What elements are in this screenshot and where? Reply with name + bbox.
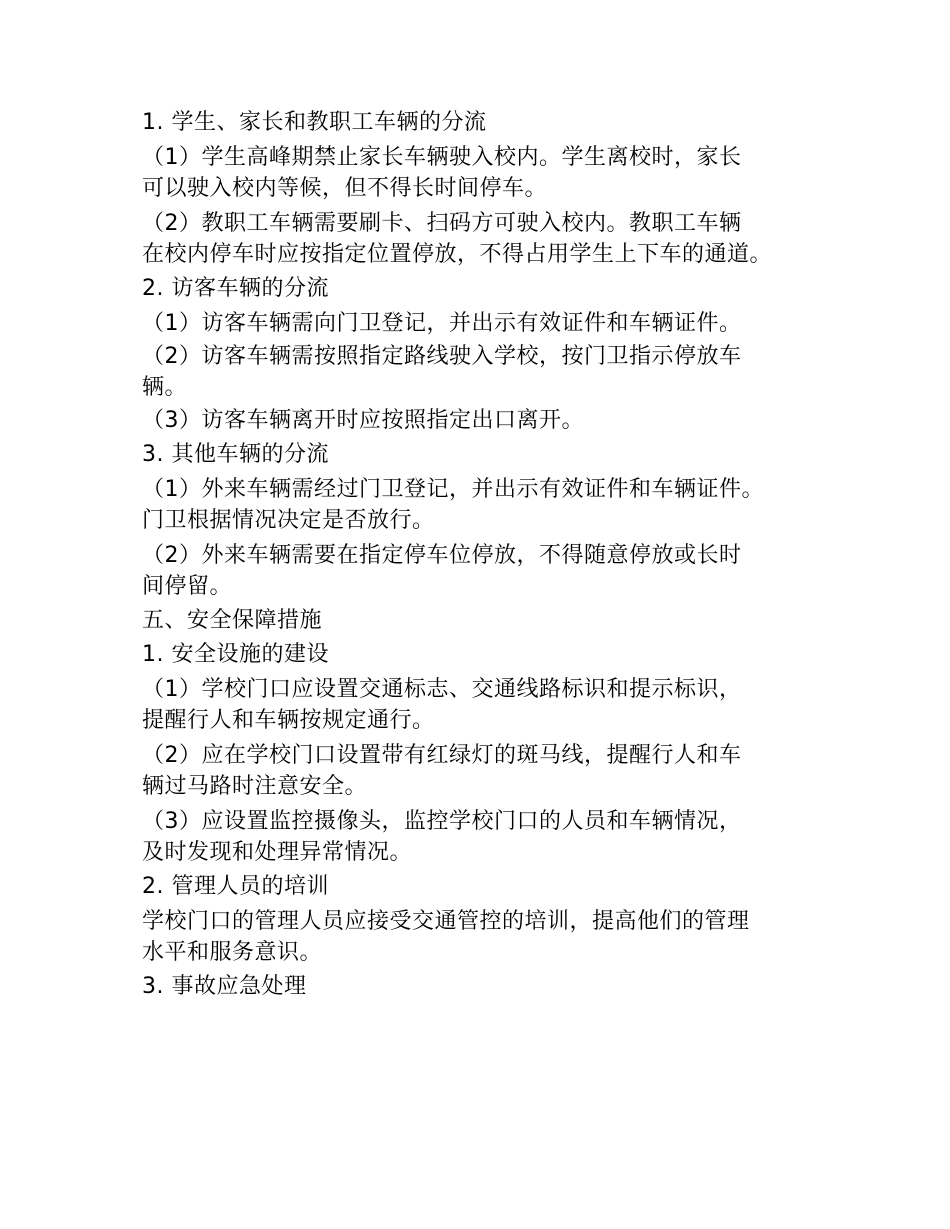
text-line: （1）学生高峰期禁止家长车辆驶入校内。学生离校时，家长 — [142, 145, 742, 170]
text-line: （1）外来车辆需经过门卫登记，并出示有效证件和车辆证件。 — [142, 477, 764, 502]
text-line: （3）访客车辆离开时应按照指定出口离开。 — [142, 408, 584, 433]
text-line: 在校内停车时应按指定位置停放，不得占用学生上下车的通道。 — [142, 242, 773, 267]
text-line: 学校门口的管理人员应接受交通管控的培训，提高他们的管理 — [142, 909, 750, 934]
text-line: 3. 事故应急处理 — [142, 974, 307, 999]
text-line: 辆。 — [142, 375, 188, 400]
section-heading — [142, 273, 832, 304]
text-line: （2）应在学校门口设置带有红绿灯的斑马线，提醒行人和车 — [142, 743, 742, 768]
text-line: 2. 管理人员的培训 — [142, 874, 329, 899]
section-heading — [142, 971, 832, 1002]
text-line: 间停留。 — [142, 574, 233, 599]
paragraph — [142, 208, 832, 270]
text-line: 提醒行人和车辆按规定通行。 — [142, 708, 435, 733]
text-line: 3. 其他车辆的分流 — [142, 442, 329, 467]
section-heading — [142, 107, 832, 138]
text-line: （1）访客车辆需向门卫登记，并出示有效证件和车辆证件。 — [142, 311, 742, 336]
text-line: （2）教职工车辆需要刷卡、扫码方可驶入校内。教职工车辆 — [142, 211, 742, 236]
text-line: 1. 安全设施的建设 — [142, 642, 329, 667]
paragraph — [142, 806, 832, 868]
text-line: 水平和服务意识。 — [142, 940, 323, 965]
paragraph — [142, 740, 832, 802]
section-heading — [142, 605, 832, 636]
paragraph — [142, 540, 832, 602]
paragraph — [142, 405, 832, 436]
paragraph — [142, 906, 832, 968]
paragraph — [142, 142, 832, 204]
text-line: 五、安全保障措施 — [142, 608, 323, 633]
section-heading — [142, 639, 832, 670]
paragraph — [142, 308, 832, 339]
text-line: 2. 访客车辆的分流 — [142, 276, 329, 301]
section-heading — [142, 871, 832, 902]
section-heading — [142, 439, 832, 470]
text-line: （2）访客车辆需按照指定路线驶入学校，按门卫指示停放车 — [142, 344, 742, 369]
text-line: 辆过马路时注意安全。 — [142, 774, 368, 799]
text-line: 及时发现和处理异常情况。 — [142, 840, 413, 865]
text-line: 可以驶入校内等候，但不得长时间停车。 — [142, 176, 548, 201]
text-line: 1. 学生、家长和教职工车辆的分流 — [142, 110, 487, 135]
text-line: （3）应设置监控摄像头，监控学校门口的人员和车辆情况， — [142, 809, 742, 834]
document-body — [142, 104, 832, 1002]
text-line: （2）外来车辆需要在指定停车位停放，不得随意停放或长时 — [142, 543, 742, 568]
text-line: （1）学校门口应设置交通标志、交通线路标识和提示标识， — [142, 677, 742, 702]
paragraph — [142, 474, 832, 536]
paragraph — [142, 674, 832, 736]
text-line: 门卫根据情况决定是否放行。 — [142, 508, 435, 533]
paragraph — [142, 341, 832, 403]
